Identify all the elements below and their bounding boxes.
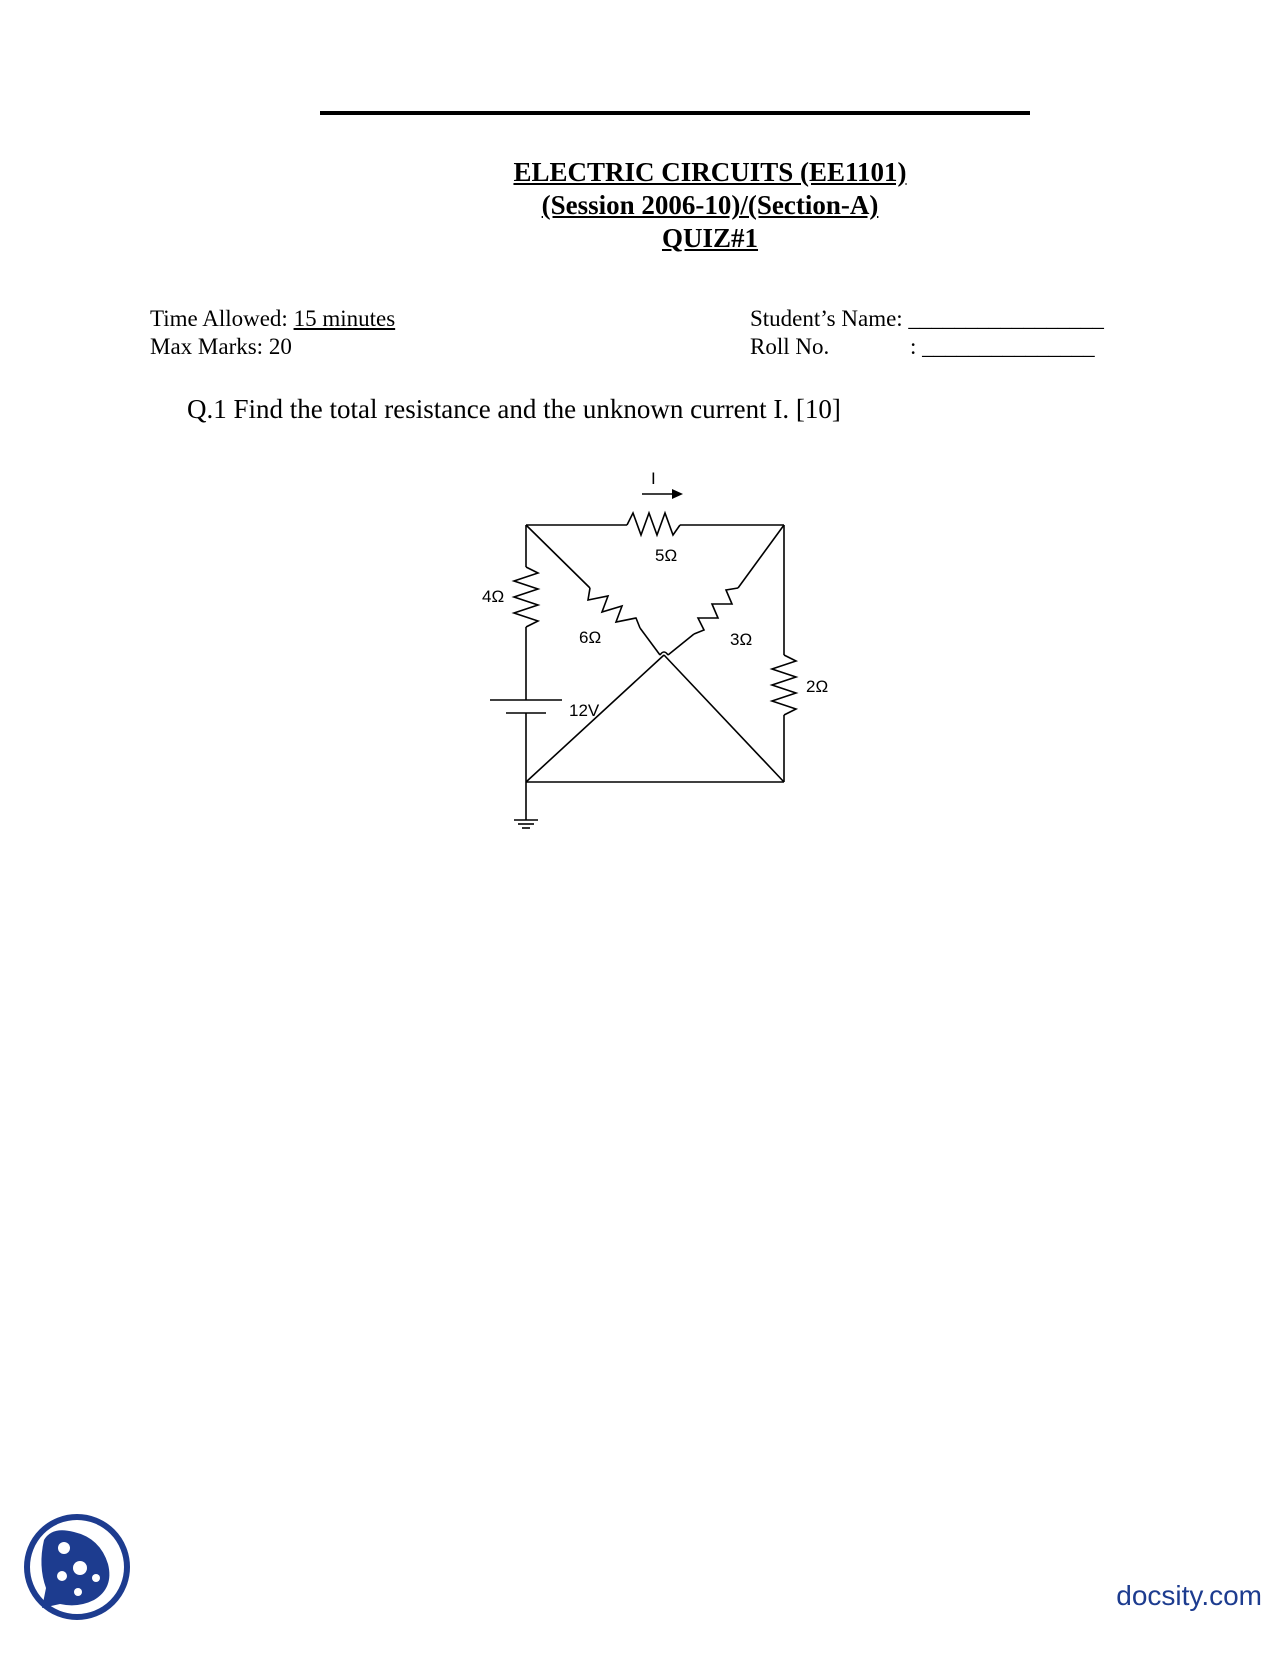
wire-diag-right-lower <box>668 634 694 655</box>
resistor-2ohm <box>772 655 796 715</box>
label-12v: 12V <box>569 701 600 720</box>
student-name-field: Student’s Name: _________________ <box>750 306 1104 331</box>
resistor-5ohm <box>627 513 680 535</box>
current-arrow-head <box>672 489 683 499</box>
resistor-6ohm <box>588 588 640 628</box>
wire-diag-left-lower <box>640 628 660 655</box>
course-title: ELECTRIC CIRCUITS (EE1101) <box>513 157 907 187</box>
wire-center-to-bottom-right <box>664 655 784 782</box>
label-current: I <box>651 469 656 488</box>
quiz-title: QUIZ#1 <box>661 223 759 253</box>
time-value: 15 minutes <box>293 306 396 331</box>
center-junction <box>660 652 668 655</box>
label-4ohm: 4Ω <box>482 587 505 606</box>
label-2ohm: 2Ω <box>806 677 829 696</box>
label-5ohm: 5Ω <box>655 546 678 565</box>
time-label: Time Allowed: <box>150 306 294 331</box>
roll-no-blank: : _______________ <box>910 334 1095 359</box>
label-3ohm: 3Ω <box>730 630 753 649</box>
session-title: (Session 2006-10)/(Section-A) <box>541 190 879 220</box>
wire-diag-left-upper <box>526 525 590 588</box>
resistor-3ohm <box>694 588 738 634</box>
resistor-4ohm <box>514 567 538 627</box>
docsity-logo-icon[interactable] <box>22 1512 132 1622</box>
label-6ohm: 6Ω <box>579 628 602 647</box>
max-marks: Max Marks: 20 <box>150 334 292 359</box>
docsity-brand-link[interactable]: docsity.com <box>1116 1580 1262 1611</box>
wire-diag-right-upper <box>738 525 784 588</box>
question-1: Q.1 Find the total resistance and the unknown current I. [10] <box>187 394 841 424</box>
roll-no-label: Roll No. <box>750 334 830 359</box>
